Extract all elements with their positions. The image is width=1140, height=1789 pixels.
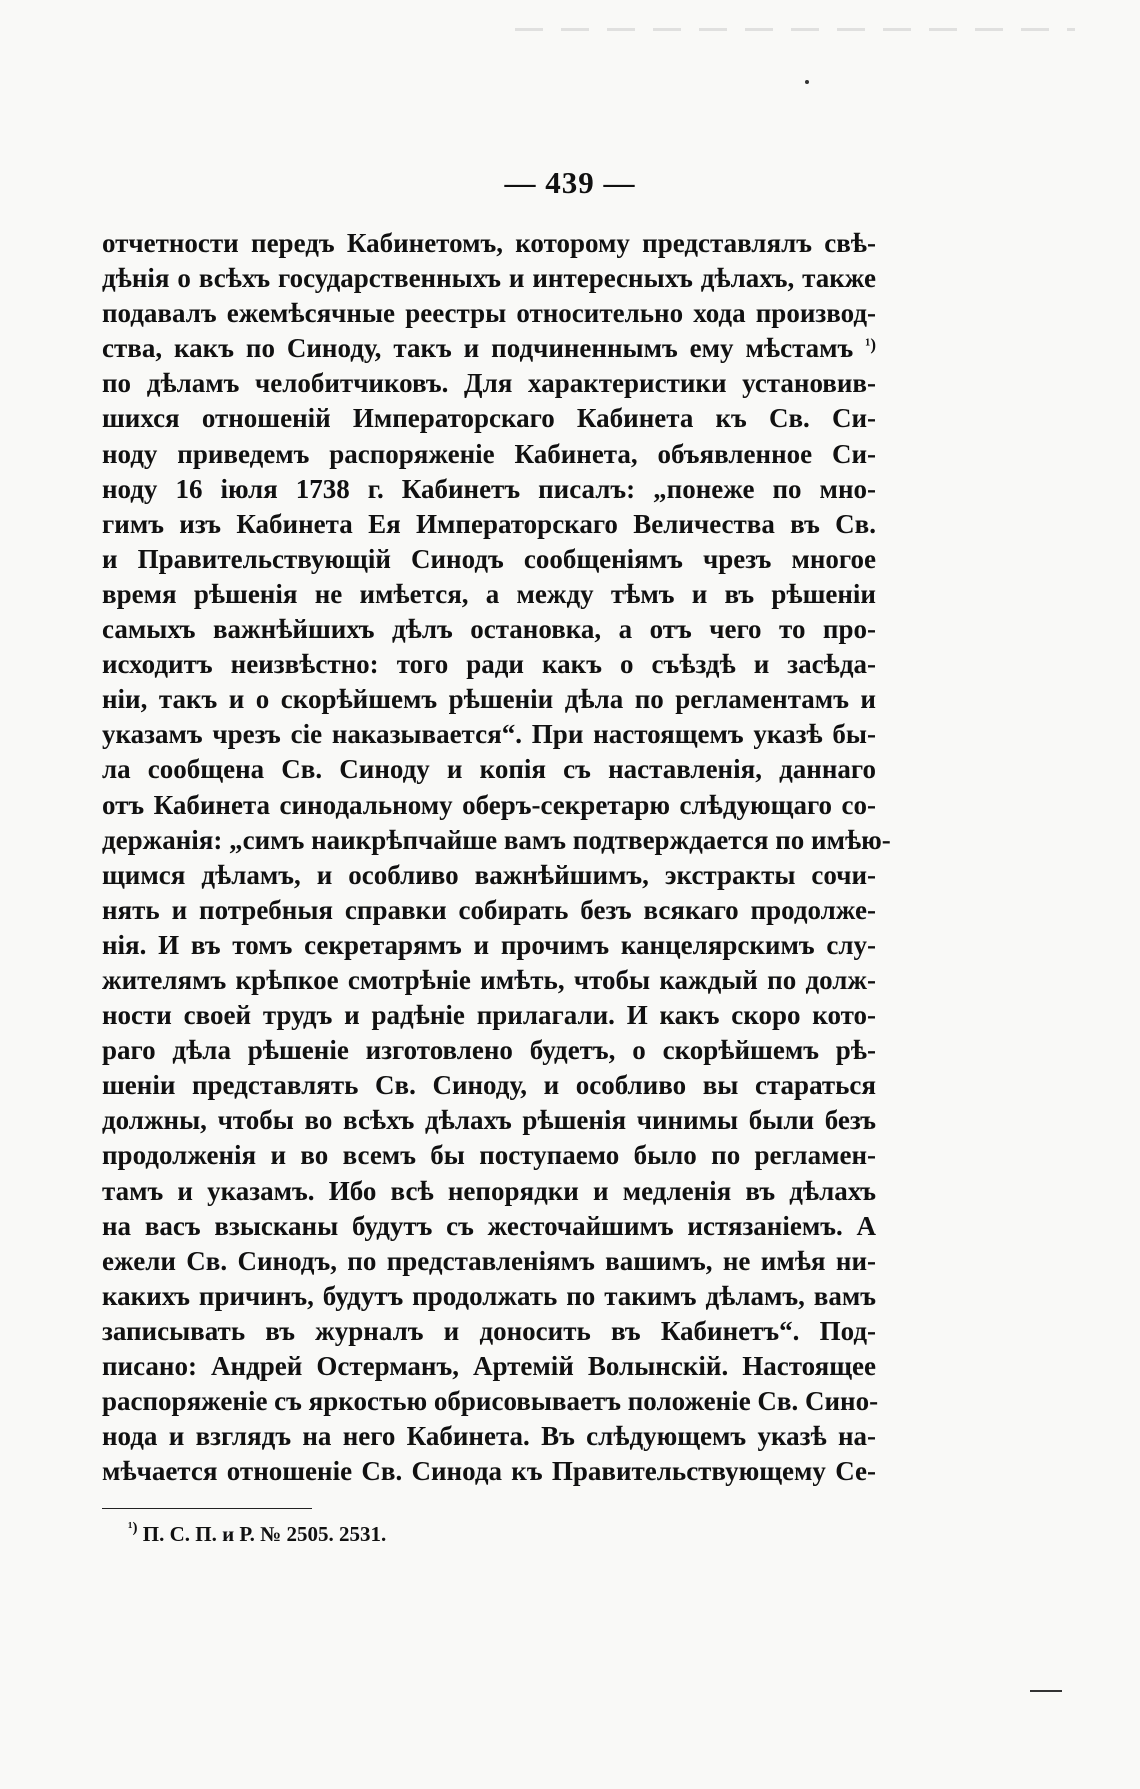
text-line: дѣнія о всѣхъ государственныхъ и интересныхъ дѣлахъ, также bbox=[102, 263, 876, 294]
text-line: ноду 16 іюля 1738 г. Кабинетъ писалъ: „понеже по мно- bbox=[102, 473, 876, 504]
text-line: подавалъ ежемѣсячные реестры относительно хода производ- bbox=[102, 298, 876, 329]
text-line: нода и взглядъ на него Кабинета. Въ слѣдующемъ указѣ на- bbox=[102, 1421, 876, 1452]
footnote bbox=[128, 1522, 386, 1547]
text-line: раго дѣла рѣшеніе изготовлено будетъ, о скорѣйшемъ рѣ- bbox=[102, 1035, 876, 1066]
text-line: шеніи представлять Св. Синоду, и особливо вы стараться bbox=[102, 1070, 876, 1101]
footnote-mark: ¹) bbox=[128, 1520, 138, 1536]
text-line: нія. И въ томъ секретарямъ и прочимъ канцелярскимъ слу- bbox=[102, 929, 876, 960]
text-line: продолженія и во всемъ бы поступаемо было по регламен- bbox=[102, 1140, 876, 1171]
text-line: писано: Андрей Остерманъ, Артемій Волынскій. Настоящее bbox=[102, 1351, 876, 1381]
text-line: ла сообщена Св. Синоду и копія съ наставленія, даннаго bbox=[102, 754, 876, 785]
text-line: самыхъ важнѣйшихъ дѣлъ остановка, а отъ чего то про- bbox=[102, 614, 876, 645]
text-line: ности своей трудъ и радѣніе прилагали. И какъ скоро кото- bbox=[102, 1000, 876, 1031]
text-line: жителямъ крѣпкое смотрѣніе имѣть, чтобы каждый по долж- bbox=[102, 964, 876, 995]
footnote-divider bbox=[102, 1508, 312, 1509]
text-line: исходитъ неизвѣстно: того ради какъ о съѣздѣ и засѣда- bbox=[102, 649, 876, 680]
text-line: и Правительствующій Синодъ сообщеніямъ чрезъ многое bbox=[102, 543, 876, 574]
text-line: указамъ чрезъ сіе наказывается“. При настоящемъ указѣ бы- bbox=[102, 719, 876, 750]
text-line: гимъ изъ Кабинета Ея Императорскаго Величества въ Св. bbox=[102, 508, 876, 539]
main-text bbox=[102, 226, 891, 1489]
scan-speck bbox=[805, 80, 809, 84]
footnote-text: П. С. П. и Р. № 2505. 2531. bbox=[137, 1522, 387, 1546]
text-line: распоряженіе съ яркостью обрисовываетъ положеніе Св. Сино- bbox=[102, 1386, 879, 1417]
text-line: держанія: „симъ наикрѣпчайше вамъ подтверждается по имѣю- bbox=[102, 824, 891, 855]
page-number: — 439 — bbox=[504, 165, 636, 200]
text-line: отъ Кабинета синодальному оберъ-секретарю слѣдующаго со- bbox=[102, 789, 876, 820]
text-line: на васъ взысканы будутъ съ жесточайшимъ истязаніемъ. А bbox=[102, 1210, 876, 1241]
scan-edge-mark bbox=[1030, 1690, 1062, 1692]
text-line: шихся отношеній Императорскаго Кабинета къ Св. Си- bbox=[102, 403, 876, 434]
text-line: отчетности передъ Кабинетомъ, которому представлялъ свѣ- bbox=[102, 228, 876, 258]
text-line: мѣчается отношеніе Св. Синода къ Правительствующему Се- bbox=[102, 1456, 876, 1487]
text-line: записывать въ журналъ и доносить въ Кабинетъ“. Под- bbox=[102, 1315, 876, 1346]
text-line: тамъ и указамъ. Ибо всѣ непорядки и медленія въ дѣлахъ bbox=[102, 1175, 876, 1206]
text-line: время рѣшенія не имѣется, а между тѣмъ и въ рѣшеніи bbox=[102, 578, 876, 609]
text-line: ніи, такъ и о скорѣйшемъ рѣшеніи дѣла по регламентамъ и bbox=[102, 684, 876, 715]
text-line: ежели Св. Синодъ, по представленіямъ вашимъ, не имѣя ни- bbox=[102, 1245, 876, 1276]
text-line: ноду приведемъ распоряженіе Кабинета, объявленное Си- bbox=[102, 438, 876, 469]
text-line: ства, какъ по Синоду, такъ и подчиненнымъ ему мѣстамъ bbox=[102, 333, 854, 364]
footnote-reference: ¹) bbox=[865, 335, 876, 355]
text-line: должны, чтобы во всѣхъ дѣлахъ рѣшенія чинимы были безъ bbox=[102, 1105, 876, 1136]
text-line: какихъ причинъ, будутъ продолжать по такимъ дѣламъ, вамъ bbox=[102, 1280, 876, 1311]
scan-edge-artifact bbox=[515, 28, 1075, 31]
text-line: нять и потребныя справки собирать безъ всякаго продолже- bbox=[102, 894, 876, 925]
text-line-with-footnote bbox=[102, 331, 876, 366]
text-line: щимся дѣламъ, и особливо важнѣйшимъ, экстракты сочи- bbox=[102, 859, 876, 890]
text-line: по дѣламъ челобитчиковъ. Для характеристики установив- bbox=[102, 368, 876, 399]
